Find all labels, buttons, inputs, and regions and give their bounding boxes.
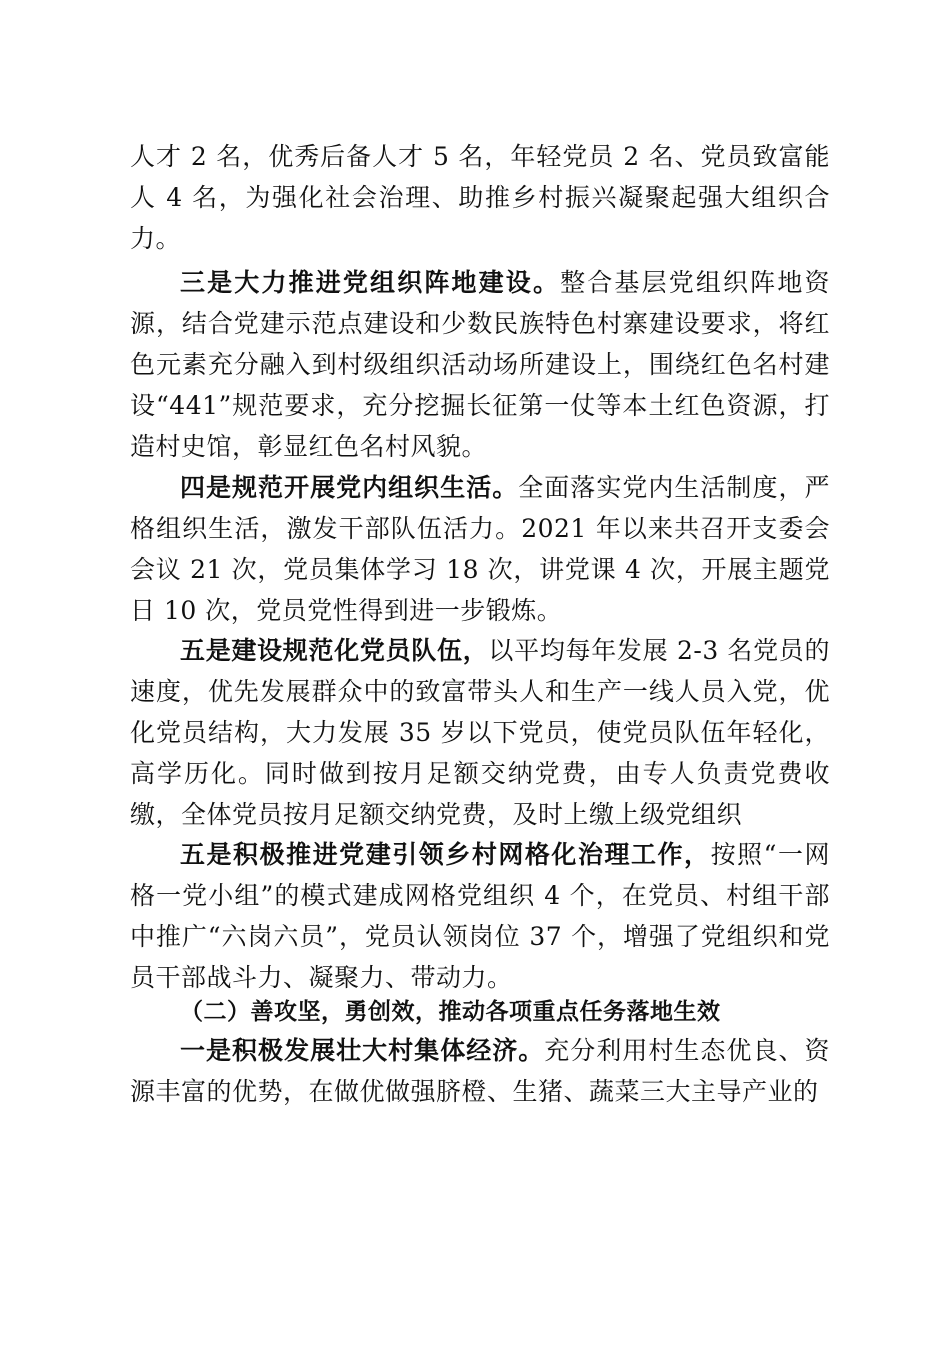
paragraph-lead: 一是积极发展壮大村集体经济。 xyxy=(180,1036,545,1065)
paragraph-lead: 五是积极推进党建引领乡村网格化治理工作， xyxy=(180,840,711,869)
paragraph-collective-economy xyxy=(130,1030,830,1112)
paragraph-text: 充分利用村生态优良、资源丰富的优势，在做优做强脐橙、生猪、蔬菜三大主导产业的 xyxy=(130,1036,830,1106)
paragraph-text: 全面落实党内生活制度，严格组织生活，激发干部队伍活力。2021 年以来共召开支委会会议 21 次，党员集体学习 18 次，讲党课 4 次，开展主题党日 10 次，党员党性得到进一步锻炼。 xyxy=(130,473,830,625)
paragraph-talent xyxy=(130,136,830,259)
section-heading: （二）善攻坚，勇创效，推动各项重点任务落地生效 xyxy=(180,998,721,1025)
paragraph-text: 以平均每年发展 2-3 名党员的速度，优先发展群众中的致富带头人和生产一线人员入党，优化党员结构，大力发展 35 岁以下党员，使党员队伍年轻化，高学历化。同时做到按月足额交纳党费，由专人负责党费收缴，全体党员按月足额交纳党费，及时上缴上级党组织 xyxy=(130,636,830,829)
paragraph-lead: 三是大力推进党组织阵地建设。 xyxy=(180,268,561,297)
paragraph-member-team xyxy=(130,630,830,835)
paragraph-organization-life xyxy=(130,467,830,631)
paragraph-text: 按照“一网格一党小组”的模式建成网格党组织 4 个，在党员、村组干部中推广“六岗六员”，党员认领岗位 37 个，增强了党组织和党员干部战斗力、凝聚力、带动力。 xyxy=(130,840,830,992)
paragraph-text: 人才 2 名，优秀后备人才 5 名，年轻党员 2 名、党员致富能人 4 名，为强化社会治理、助推乡村振兴凝聚起强大组织合力。 xyxy=(130,142,830,253)
paragraph-lead: 四是规范开展党内组织生活。 xyxy=(180,473,519,502)
paragraph-grid-governance xyxy=(130,834,830,998)
paragraph-lead: 五是建设规范化党员队伍， xyxy=(180,636,489,665)
paragraph-text: 整合基层党组织阵地资源，结合党建示范点建设和少数民族特色村寨建设要求，将红色元素充分融入到村级组织活动场所建设上，围绕红色名村建设“441”规范要求，充分挖掘长征第一仗等本土红色资源，打造村史馆，彰显红色名村风貌。 xyxy=(130,268,830,461)
paragraph-position-building xyxy=(130,262,830,467)
